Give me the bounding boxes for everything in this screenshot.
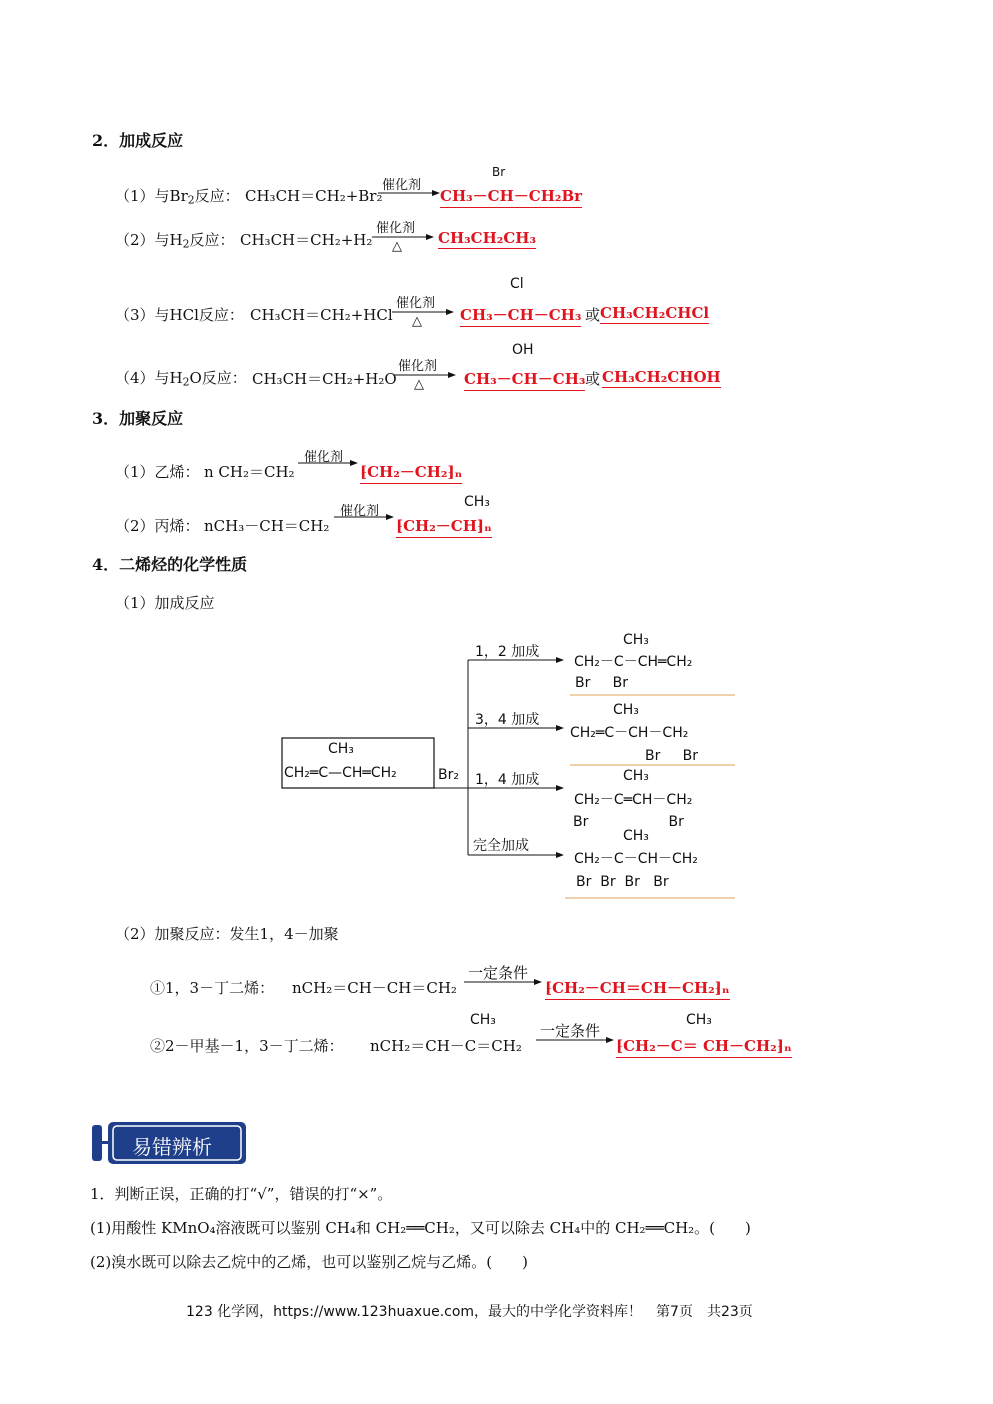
s3-item2-equation: nCH₃－CH＝CH₂ <box>204 517 330 535</box>
s4-item1-equation: nCH₂＝CH－CH＝CH₂ <box>292 979 457 997</box>
s3-item1-arrow: 催化剂 <box>298 446 358 482</box>
section-2-title: 2．加成反应 <box>92 131 184 150</box>
branch-3-top: CH₃ <box>623 768 649 784</box>
s4-item2-label: ②2－甲基－1，3－丁二烯： <box>150 1037 344 1055</box>
branch-3-label: 1，4 加成 <box>475 772 540 788</box>
s2-item4-label: （4）与$H_2O$反应： <box>115 369 247 389</box>
s4-item2-equation: nCH₂＝CH－C＝CH₂ <box>370 1037 522 1055</box>
s3-item2-product: ⁅CH₂－CH⁆ₙ <box>396 515 492 538</box>
s2-item3-product: CH₃－CH－CH₃ <box>460 304 581 327</box>
s4-item1-label: ①1，3－丁二烯： <box>150 979 275 997</box>
branch-2-product: CH₂═C－CH－CH₂ <box>570 725 689 741</box>
s2-item1-product: CH₃－CH－CH₂Br <box>440 185 582 208</box>
branch-4-product: CH₂－C－CH－CH₂ <box>574 851 698 867</box>
s2-item4-prod-top: OH <box>512 342 534 358</box>
s4-sub1: （1）加成反应 <box>115 594 215 612</box>
s4-item1-arrow: 一定条件 <box>464 962 542 998</box>
branch-3-product: CH₂－C═CH－CH₂ <box>574 792 693 808</box>
branch-1-top: CH₃ <box>623 632 649 648</box>
branch-3-bottom: Br Br <box>573 814 684 830</box>
s2-item1-prod-top: Br <box>492 165 506 179</box>
section-3-title: 3．加聚反应 <box>92 409 184 428</box>
branch-1-bottom: Br Br <box>575 675 628 691</box>
s2-item2-label: （2）与$H_2$反应： <box>115 231 235 251</box>
s4-item2-eq-top: CH₃ <box>470 1012 496 1028</box>
s4-item2-product: ⁅CH₂－C＝ CH－CH₂⁆ₙ <box>616 1035 792 1058</box>
s3-item1-product: ⁅CH₂－CH₂⁆ₙ <box>360 461 462 484</box>
s3-item1-equation: n CH₂＝CH₂ <box>204 463 295 481</box>
s3-item2-prod-top: CH₃ <box>464 494 490 510</box>
s2-item3-equation: CH₃CH＝CH₂+HCl <box>250 306 393 324</box>
exercise-q1b: (2)溴水既可以除去乙烷中的乙烯，也可以鉴别乙烷与乙烯。( ) <box>90 1253 528 1271</box>
branch-2-bottom: Br Br <box>645 748 698 764</box>
s4-sub2: （2）加聚反应：发生1，4－加聚 <box>115 925 339 943</box>
s4-item1-product: ⁅CH₂－CH＝CH－CH₂⁆ₙ <box>545 977 730 1000</box>
branch-4-bottom: Br Br Br Br <box>576 874 669 890</box>
reactant-methyl: CH₃ <box>328 741 354 757</box>
s2-item2-arrow: 催化剂 △ <box>372 215 434 259</box>
s2-item4-or: 或 <box>585 370 601 388</box>
reagent-br2: Br₂ <box>438 767 459 783</box>
s2-item3-product2: CH₃CH₂CHCl <box>600 304 710 322</box>
s4-item2-prod-top: CH₃ <box>686 1012 712 1028</box>
s2-item1-arrow: 催化剂 <box>378 172 440 212</box>
exercise-q1a: (1)用酸性 KMnO₄溶液既可以鉴别 CH₄和 CH₂══CH₂，又可以除去 CH₄中的 CH₂══CH₂。( ) <box>90 1219 751 1237</box>
s2-item1-equation: CH₃CH＝CH₂+Br₂ <box>245 187 383 205</box>
s2-item3-label: （3）与HCl反应： <box>115 306 244 324</box>
page-footer: 123 化学网，https://www.123huaxue.com，最大的中学化学资料库！ 第7页 共23页 <box>186 1304 753 1320</box>
branch-2-top: CH₃ <box>613 702 639 718</box>
s2-item3-arrow: 催化剂 △ <box>392 290 454 334</box>
s4-item2-arrow: 一定条件 <box>536 1020 614 1056</box>
error-analysis-badge <box>92 1121 248 1165</box>
branch-4-label: 完全加成 <box>473 838 529 854</box>
s2-item2-equation: CH₃CH＝CH₂+H₂ <box>240 231 373 249</box>
section-4-title: 4．二烯烃的化学性质 <box>92 555 248 574</box>
exercise-q1: 1．判断正误，正确的打“√”，错误的打“×”。 <box>90 1185 393 1203</box>
s2-item3-or: 或 <box>585 306 601 324</box>
s2-item2-product: CH₃CH₂CH₃ <box>438 229 537 247</box>
reactant-isoprene: CH₂═C—CH═CH₂ <box>284 765 397 781</box>
branch-2-label: 3，4 加成 <box>475 712 540 728</box>
branch-4-top: CH₃ <box>623 828 649 844</box>
s2-item4-arrow: 催化剂 △ <box>394 353 456 397</box>
branch-1-label: 1，2 加成 <box>475 644 540 660</box>
s3-item2-label: （2）丙烯： <box>115 517 200 535</box>
s2-item4-product2: CH₃CH₂CHOH <box>602 368 721 386</box>
s2-item1-label: （1）与$Br_2$反应： <box>115 187 240 207</box>
s3-item1-label: （1）乙烯： <box>115 463 200 481</box>
badge-label: 易错辨析 <box>132 1135 212 1159</box>
branch-1-product: CH₂－C－CH═CH₂ <box>574 654 693 670</box>
s2-item4-equation: CH₃CH＝CH₂+H₂O <box>252 370 397 388</box>
s2-item3-prod-top: Cl <box>510 276 524 292</box>
s2-item4-product: CH₃－CH－CH₃ <box>464 368 585 391</box>
s3-item2-arrow: 催化剂 <box>334 500 394 536</box>
